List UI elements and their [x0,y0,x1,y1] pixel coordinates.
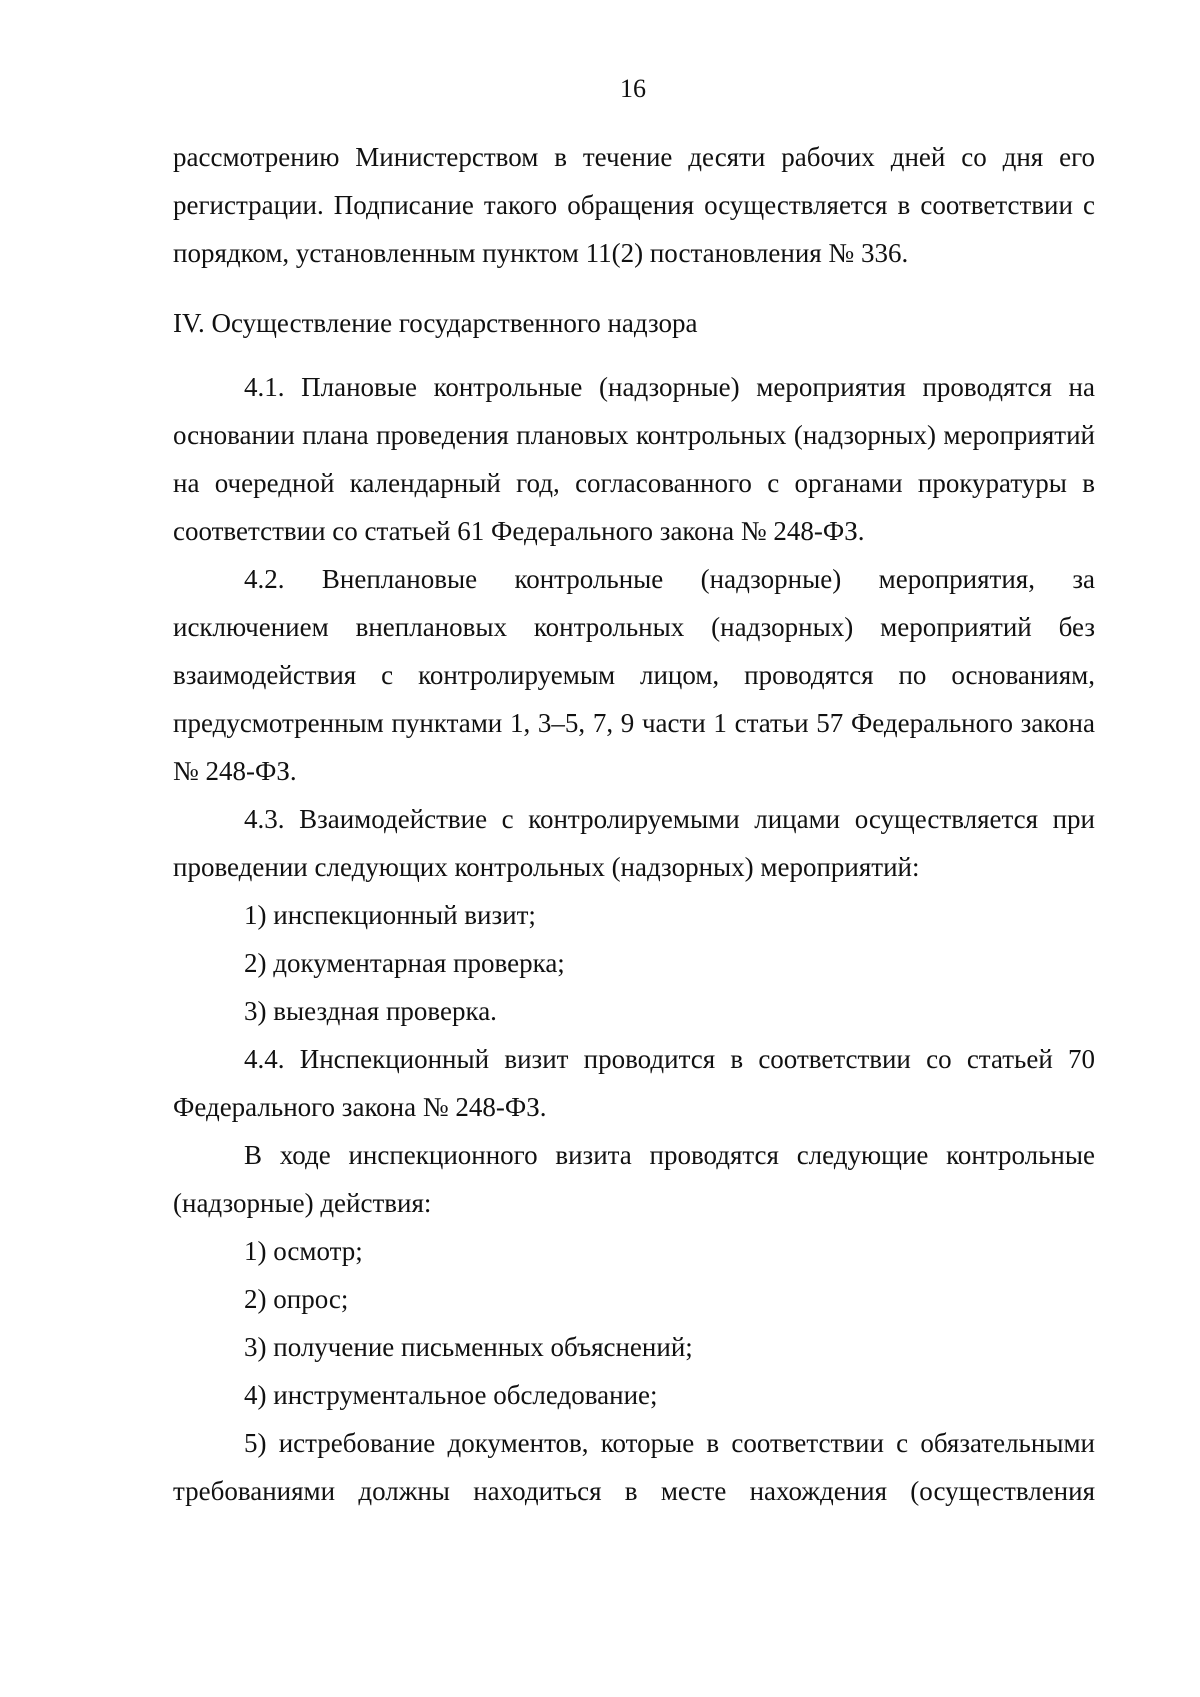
paragraph-4-4: 4.4. Инспекционный визит проводится в соответствии со статьей 70 Федерального закона № 248-ФЗ. [173,1044,1095,1122]
list-item: 1) осмотр; [244,1236,363,1266]
list-item: 2) документарная проверка; [244,948,565,978]
page-content [173,133,1095,1515]
page-number: 16 [620,74,646,103]
list-item: 2) опрос; [244,1284,349,1314]
list-item: 3) получение письменных объяснений; [244,1332,693,1362]
list-item: 1) инспекционный визит; [244,900,536,930]
list-item: 4) инструментальное обследование; [244,1380,658,1410]
paragraph-4-3: 4.3. Взаимодействие с контролируемыми лицами осуществляется при проведении следующих контрольных (надзорных) мероприятий: [173,804,1095,882]
list-item-5: 5) истребование документов, которые в соответствии с обязательными требованиями должны находиться в месте нахождения (осуществления [173,1428,1095,1506]
list-item: 3) выездная проверка. [244,996,497,1026]
paragraph-continuation: рассмотрению Министерством в течение десяти рабочих дней со дня его регистрации. Подписание такого обращения осуществляется в соответствии с порядком, установленным пунктом 11(2) постановления № 336. [173,142,1095,268]
section-heading: IV. Осуществление государственного надзора [173,308,698,338]
paragraph-4-1: 4.1. Плановые контрольные (надзорные) мероприятия проводятся на основании плана проведения плановых контрольных (надзорных) мероприятий на очередной календарный год, согласованного с органами прокуратуры в соответствии со статьей 61 Федерального закона № 248-ФЗ. [173,372,1095,546]
paragraph-4-4-actions: В ходе инспекционного визита проводятся следующие контрольные (надзорные) действия: [173,1140,1095,1218]
paragraph-4-2: 4.2. Внеплановые контрольные (надзорные) мероприятия, за исключением внеплановых контрольных (надзорных) мероприятий без взаимодействия с контролируемым лицом, проводятся по основаниям, предусмотренным пунктами 1, 3–5, 7, 9 части 1 статьи 57 Федерального закона № 248-ФЗ. [173,564,1095,786]
